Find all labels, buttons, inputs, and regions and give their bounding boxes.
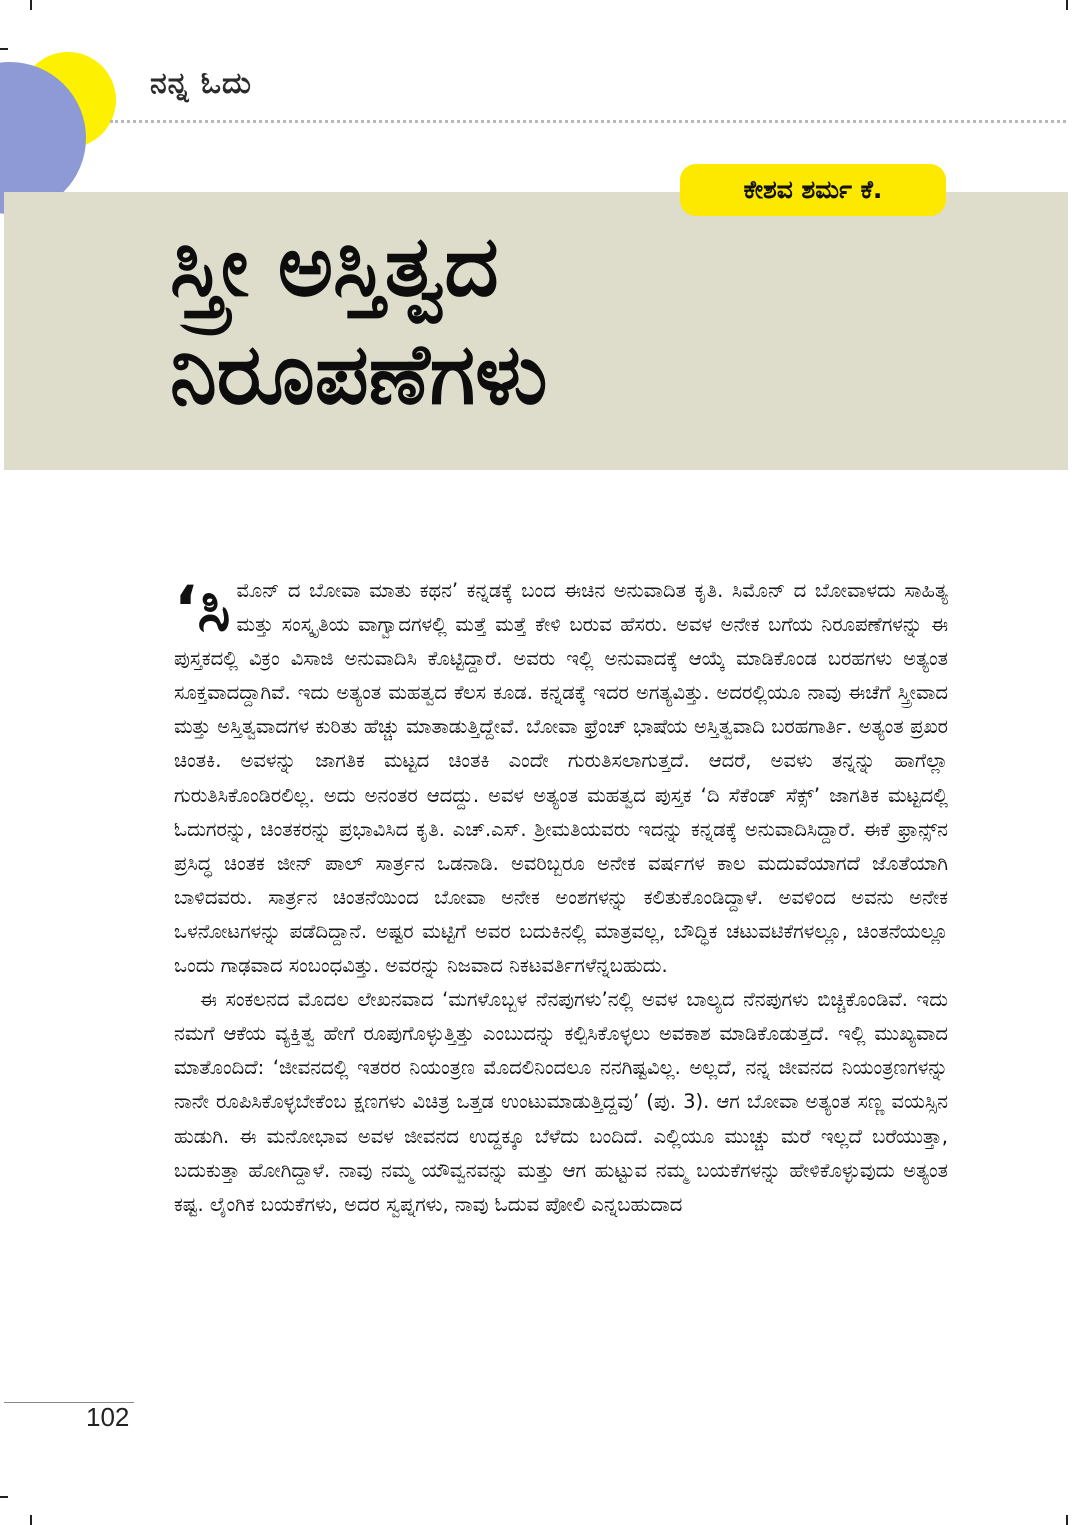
article-body (174, 574, 948, 1222)
page-number: 102 (86, 1402, 130, 1432)
article-title-line-1: ಸ್ತ್ರೀ ಅಸ್ತಿತ್ವದ (170, 217, 499, 315)
crop-mark (1066, 1515, 1068, 1525)
article-title-line-2: ನಿರೂಪಣೆಗಳು (170, 325, 548, 423)
crop-mark (1066, 0, 1068, 10)
drop-cap: ‘ಸಿ (174, 572, 231, 645)
crop-mark (30, 1515, 32, 1525)
section-label: ನನ್ನ ಓದು (150, 66, 252, 101)
author-badge: ಕೇಶವ ಶರ್ಮ ಕೆ. (680, 164, 946, 216)
crop-mark (0, 48, 8, 50)
paragraph: ಈ ಸಂಕಲನದ ಮೊದಲ ಲೇಖನವಾದ ‘ಮಗಳೊಬ್ಬಳ ನೆನಪುಗಳು’ನಲ್ಲಿ ಅವಳ ಬಾಲ್ಯದ ನೆನಪುಗಳು ಬಿಚ್ಚಿಕೊಂಡಿವೆ. ಇದು ನಮಗೆ ಆಕೆಯ ವ್ಯಕ್ತಿತ್ವ ಹೇಗೆ ರೂಪುಗೊಳ್ಳುತ್ತಿತ್ತು ಎಂಬುದನ್ನು ಕಲ್ಪಿಸಿಕೊಳ್ಳಲು ಅವಕಾಶ ಮಾಡಿಕೊಡುತ್ತದೆ. ಇಲ್ಲಿ ಮುಖ್ಯವಾದ ಮಾತೊಂದಿದೆ: ‘ಜೀವನದಲ್ಲಿ ಇತರರ ನಿಯಂತ್ರಣ ಮೊದಲಿನಿಂದಲೂ ನನಗಿಷ್ಟವಿಲ್ಲ. ಅಲ್ಲದೆ, ನನ್ನ ಜೀವನದ ನಿಯಂತ್ರಣಗಳನ್ನು ನಾನೇ ರೂಪಿಸಿಕೊಳ್ಳಬೇಕೆಂಬ ಕ್ಷಣಗಳು ವಿಚಿತ್ರ ಒತ್ತಡ ಉಂಟುಮಾಡುತ್ತಿದ್ದವು’ (ಪು. 3). ಆಗ ಬೋವಾ ಅತ್ಯಂತ ಸಣ್ಣ ವಯಸ್ಸಿನ ಹುಡುಗಿ. ಈ ಮನೋಭಾವ ಅವಳ ಜೀವನದ ಉದ್ದಕ್ಕೂ ಬೆಳೆದು ಬಂದಿದೆ. ಎಲ್ಲಿಯೂ ಮುಚ್ಚು ಮರೆ ಇಲ್ಲದೆ ಬರೆಯುತ್ತಾ, ಬದುಕುತ್ತಾ ಹೋಗಿದ್ದಾಳೆ. ನಾವು ನಮ್ಮ ಯೌವ್ವನವನ್ನು ಮತ್ತು ಆಗ ಹುಟ್ಟುವ ನಮ್ಮ ಬಯಕೆಗಳನ್ನು ಹೇಳಿಕೊಳ್ಳುವುದು ಅತ್ಯಂತ ಕಷ್ಟ. ಲೈಂಗಿಕ ಬಯಕೆಗಳು, ಅದರ ಸ್ವಪ್ನಗಳು, ನಾವು ಓದುವ ಪೋಲಿ ಎನ್ನಬಹುದಾದ (174, 988, 948, 1216)
paragraph (174, 574, 948, 983)
crop-mark (0, 1496, 8, 1498)
crop-mark (30, 0, 32, 10)
paragraph-text: ಮೊನ್ ದ ಬೋವಾ ಮಾತು ಕಥನ’ ಕನ್ನಡಕ್ಕೆ ಬಂದ ಈಚಿನ ಅನುವಾದಿತ ಕೃತಿ. ಸಿಮೊನ್ ದ ಬೋವಾಳದು ಸಾಹಿತ್ಯ ಮತ್ತು ಸಂಸ್ಕೃತಿಯ ವಾಗ್ವಾದಗಳಲ್ಲಿ ಮತ್ತೆ ಮತ್ತೆ ಕೇಳಿ ಬರುವ ಹೆಸರು. ಅವಳ ಅನೇಕ ಬಗೆಯ ನಿರೂಪಣೆಗಳನ್ನು ಈ ಪುಸ್ತಕದಲ್ಲಿ ವಿಕ್ರಂ ವಿಸಾಜಿ ಅನುವಾದಿಸಿ ಕೊಟ್ಟಿದ್ದಾರೆ. ಅವರು ಇಲ್ಲಿ ಅನುವಾದಕ್ಕೆ ಆಯ್ಕೆ ಮಾಡಿಕೊಂಡ ಬರಹಗಳು ಅತ್ಯಂತ ಸೂಕ್ತವಾದದ್ದಾಗಿವೆ. ಇದು ಅತ್ಯಂತ ಮಹತ್ವದ ಕೆಲಸ ಕೂಡ. ಕನ್ನಡಕ್ಕೆ ಇದರ ಅಗತ್ಯವಿತ್ತು. ಅದರಲ್ಲಿಯೂ ನಾವು ಈಚೆಗೆ ಸ್ತ್ರೀವಾದ ಮತ್ತು ಅಸ್ತಿತ್ವವಾದಗಳ ಕುರಿತು ಹೆಚ್ಚು ಮಾತಾಡುತ್ತಿದ್ದೇವೆ. ಬೋವಾ ಫ್ರೆಂಚ್ ಭಾಷೆಯ ಅಸ್ತಿತ್ವವಾದಿ ಬರಹಗಾರ್ತಿ. ಅತ್ಯಂತ ಪ್ರಖರ ಚಿಂತಕಿ. ಅವಳನ್ನು ಜಾಗತಿಕ ಮಟ್ಟದ ಚಿಂತಕಿ ಎಂದೇ ಗುರುತಿಸಲಾಗುತ್ತದೆ. ಆದರೆ, ಅವಳು ತನ್ನನ್ನು ಹಾಗೆಲ್ಲಾ ಗುರುತಿಸಿಕೊಂಡಿರಲಿಲ್ಲ. ಅದು ಅನಂತರ ಆದದ್ದು. ಅವಳ ಅತ್ಯಂತ ಮಹತ್ವದ ಪುಸ್ತಕ ‘ದಿ ಸೆಕೆಂಡ್ ಸೆಕ್ಸ್’ ಜಾಗತಿಕ ಮಟ್ಟದಲ್ಲಿ ಓದುಗರನ್ನು, ಚಿಂತಕರನ್ನು ಪ್ರಭಾವಿಸಿದ ಕೃತಿ. ಎಚ್.ಎಸ್. ಶ್ರೀಮತಿಯವರು ಇದನ್ನು ಕನ್ನಡಕ್ಕೆ ಅನುವಾದಿಸಿದ್ದಾರೆ. ಈಕೆ ಫ್ರಾನ್ಸ್‌ನ ಪ್ರಸಿದ್ಧ ಚಿಂತಕ ಜೀನ್ ಪಾಲ್ ಸಾರ್ತ್ರನ ಒಡನಾಡಿ. ಅವರಿಬ್ಬರೂ ಅನೇಕ ವರ್ಷಗಳ ಕಾಲ ಮದುವೆಯಾಗದೆ ಜೊತೆಯಾಗಿ ಬಾಳಿದವರು. ಸಾರ್ತ್ರನ ಚಿಂತನೆಯಿಂದ ಬೋವಾ ಅನೇಕ ಅಂಶಗಳನ್ನು ಕಲಿತುಕೊಂಡಿದ್ದಾಳೆ. ಅವಳಿಂದ ಅವನು ಅನೇಕ ಒಳನೋಟಗಳನ್ನು ಪಡೆದಿದ್ದಾನೆ. ಅಷ್ಟರ ಮಟ್ಟಿಗೆ ಅವರ ಬದುಕಿನಲ್ಲಿ ಮಾತ್ರವಲ್ಲ, ಬೌದ್ಧಿಕ ಚಟುವಟಿಕೆಗಳಲ್ಲೂ, ಚಿಂತನೆಯಲ್ಲೂ ಒಂದು ಗಾಢವಾದ ಸಂಬಂಧವಿತ್ತು. ಅವರನ್ನು ನಿಜವಾದ ನಿಕಟವರ್ತಿಗಳೆನ್ನಬಹುದು. (174, 579, 948, 978)
dotted-divider (110, 120, 1066, 123)
article-title (170, 212, 1050, 428)
